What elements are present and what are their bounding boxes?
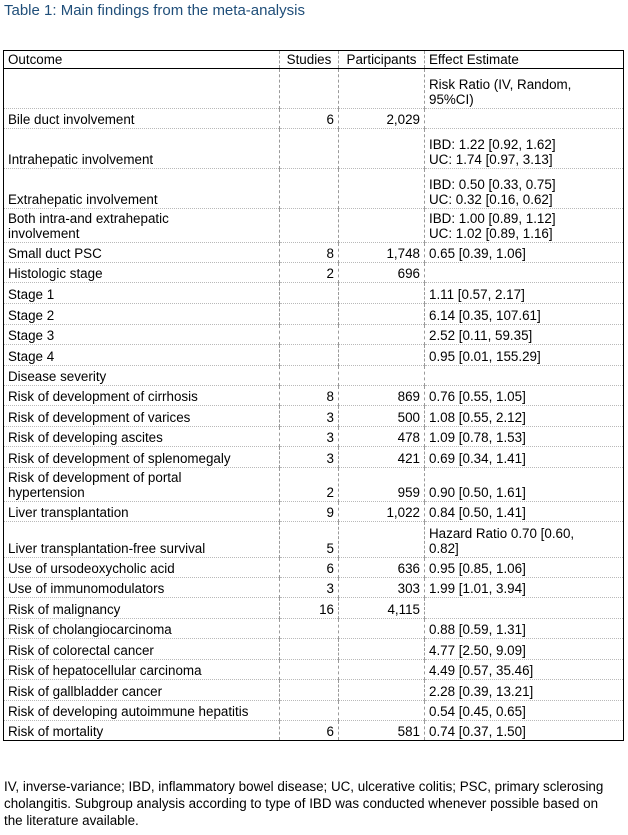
cell-effect-estimate: 1.09 [0.78, 1.53] <box>425 427 624 447</box>
cell-outcome: Extrahepatic involvement <box>4 169 280 209</box>
cell-outcome: Bile duct involvement <box>4 109 280 129</box>
cell-effect-estimate <box>425 598 624 619</box>
table-row <box>4 406 624 427</box>
cell-participants <box>339 366 425 386</box>
cell-effect-estimate <box>425 522 624 558</box>
cell-studies <box>280 129 339 169</box>
cell-effect-estimate: 1.99 [1.01, 3.94] <box>425 578 624 598</box>
cell-effect-estimate <box>425 209 624 243</box>
header-outcome: Outcome <box>4 51 280 69</box>
cell-studies: 16 <box>280 598 339 619</box>
cell-studies: 3 <box>280 447 339 468</box>
cell-studies: 8 <box>280 243 339 263</box>
table-row <box>4 366 624 386</box>
cell-participants: 303 <box>339 578 425 598</box>
table-footnote: IV, inverse-variance; IBD, inflammatory bowel disease; UC, ulcerative colitis; PSC, primary sclerosing cholangitis. Subgroup analysis according to type of IBD was conducted whenever possible based on the literature available. <box>4 779 604 828</box>
cell-participants <box>339 304 425 325</box>
cell-outcome: Risk of development of varices <box>4 406 280 427</box>
table-row <box>4 721 624 741</box>
cell-effect-estimate: 0.74 [0.37, 1.50] <box>425 721 624 741</box>
cell-studies: 6 <box>280 721 339 741</box>
table-row <box>4 578 624 598</box>
table-row <box>4 109 624 129</box>
cell-effect-estimate: 0.76 [0.55, 1.05] <box>425 386 624 406</box>
cell-participants <box>339 169 425 209</box>
cell-studies <box>280 169 339 209</box>
cell-participants: 500 <box>339 406 425 427</box>
cell-studies: 3 <box>280 406 339 427</box>
cell-effect-estimate: 0.69 [0.34, 1.41] <box>425 447 624 468</box>
cell-studies <box>280 209 339 243</box>
cell-participants: 696 <box>339 263 425 283</box>
findings-table <box>3 50 624 741</box>
cell-outcome: Stage 2 <box>4 304 280 325</box>
effect-subheader: Risk Ratio (IV, Random, 95%CI) <box>425 69 624 109</box>
cell-studies <box>280 325 339 345</box>
cell-studies: 6 <box>280 558 339 578</box>
cell-participants <box>339 660 425 680</box>
cell-outcome: Use of immunomodulators <box>4 578 280 598</box>
table-row <box>4 598 624 619</box>
cell-participants <box>339 639 425 660</box>
cell-outcome: Risk of cholangiocarcinoma <box>4 619 280 639</box>
table-row <box>4 283 624 304</box>
header-effect-estimate: Effect Estimate <box>425 51 624 69</box>
header-participants: Participants <box>339 51 425 69</box>
cell-outcome: Disease severity <box>4 366 280 386</box>
cell-effect-estimate <box>425 129 624 169</box>
cell-participants <box>339 680 425 701</box>
cell-outcome: Risk of malignancy <box>4 598 280 619</box>
cell-effect-estimate: 4.77 [2.50, 9.09] <box>425 639 624 660</box>
cell-studies <box>280 680 339 701</box>
cell-studies: 3 <box>280 427 339 447</box>
cell-outcome: Risk of development of cirrhosis <box>4 386 280 406</box>
cell-effect-estimate: 0.95 [0.01, 155.29] <box>425 345 624 366</box>
cell-outcome: Risk of developing autoimmune hepatitis <box>4 701 280 721</box>
table-row <box>4 619 624 639</box>
cell-studies: 3 <box>280 578 339 598</box>
cell-outcome: Risk of gallbladder cancer <box>4 680 280 701</box>
cell-outcome: Stage 3 <box>4 325 280 345</box>
cell-participants: 478 <box>339 427 425 447</box>
table-subheader-row <box>4 69 624 109</box>
cell-studies <box>280 283 339 304</box>
cell-participants <box>339 619 425 639</box>
cell-participants: 581 <box>339 721 425 741</box>
table-row <box>4 209 624 243</box>
table-row <box>4 502 624 522</box>
cell-studies: 5 <box>280 522 339 558</box>
cell-participants: 959 <box>339 468 425 502</box>
table-row <box>4 345 624 366</box>
cell-studies: 2 <box>280 468 339 502</box>
cell-outcome: Liver transplantation <box>4 502 280 522</box>
cell-studies <box>280 345 339 366</box>
cell-participants <box>339 345 425 366</box>
cell-studies <box>280 660 339 680</box>
cell-outcome: Risk of hepatocellular carcinoma <box>4 660 280 680</box>
cell-effect-estimate: 0.95 [0.85, 1.06] <box>425 558 624 578</box>
table-row <box>4 427 624 447</box>
table-row <box>4 263 624 283</box>
cell-outcome: Both intra-and extrahepatic involvement <box>4 209 280 243</box>
cell-effect-estimate <box>425 109 624 129</box>
cell-effect-estimate: 6.14 [0.35, 107.61] <box>425 304 624 325</box>
table-header-row <box>4 51 624 69</box>
cell-outcome: Risk of development of portal hypertension <box>4 468 280 502</box>
effect-text: Hazard Ratio 0.70 [0.60, 0.82] <box>429 526 575 556</box>
table-row <box>4 468 624 502</box>
cell-participants: 869 <box>339 386 425 406</box>
table-row <box>4 304 624 325</box>
table-row <box>4 639 624 660</box>
cell-outcome: Risk of mortality <box>4 721 280 741</box>
cell-outcome: Stage 1 <box>4 283 280 304</box>
cell-effect-estimate <box>425 366 624 386</box>
table-row <box>4 660 624 680</box>
cell-participants <box>339 701 425 721</box>
cell-effect-estimate <box>425 263 624 283</box>
cell-studies <box>280 701 339 721</box>
effect-text: IBD: 1.22 [0.92, 1.62] UC: 1.74 [0.97, 3.13] <box>429 137 556 167</box>
cell-participants <box>339 522 425 558</box>
cell-effect-estimate <box>425 169 624 209</box>
table-row <box>4 522 624 558</box>
cell-outcome: Use of ursodeoxycholic acid <box>4 558 280 578</box>
cell-participants <box>339 283 425 304</box>
table-row <box>4 558 624 578</box>
cell-studies: 9 <box>280 502 339 522</box>
cell-effect-estimate: 1.08 [0.55, 2.12] <box>425 406 624 427</box>
cell-effect-estimate: 1.11 [0.57, 2.17] <box>425 283 624 304</box>
table-row <box>4 129 624 169</box>
cell-effect-estimate: 2.52 [0.11, 59.35] <box>425 325 624 345</box>
cell-outcome: Intrahepatic involvement <box>4 129 280 169</box>
cell-studies: 8 <box>280 386 339 406</box>
cell-participants: 1,022 <box>339 502 425 522</box>
table-row <box>4 447 624 468</box>
cell-outcome: Risk of developing ascites <box>4 427 280 447</box>
cell-effect-estimate: 2.28 [0.39, 13.21] <box>425 680 624 701</box>
cell-participants <box>339 129 425 169</box>
cell-effect-estimate: 0.90 [0.50, 1.61] <box>425 468 624 502</box>
table-row <box>4 386 624 406</box>
cell-participants: 2,029 <box>339 109 425 129</box>
cell-studies: 2 <box>280 263 339 283</box>
cell-outcome: Risk of colorectal cancer <box>4 639 280 660</box>
table-row <box>4 701 624 721</box>
effect-text: IBD: 1.00 [0.89, 1.12] UC: 1.02 [0.89, 1.16] <box>429 211 556 241</box>
cell-studies <box>280 619 339 639</box>
cell-effect-estimate: 4.49 [0.57, 35.46] <box>425 660 624 680</box>
cell-outcome: Stage 4 <box>4 345 280 366</box>
cell-participants: 636 <box>339 558 425 578</box>
table-body <box>4 109 624 741</box>
table-row <box>4 680 624 701</box>
cell-outcome: Small duct PSC <box>4 243 280 263</box>
cell-studies: 6 <box>280 109 339 129</box>
cell-effect-estimate: 0.84 [0.50, 1.41] <box>425 502 624 522</box>
cell-studies <box>280 304 339 325</box>
cell-participants: 1,748 <box>339 243 425 263</box>
table-row <box>4 169 624 209</box>
cell-effect-estimate: 0.88 [0.59, 1.31] <box>425 619 624 639</box>
cell-participants: 421 <box>339 447 425 468</box>
cell-effect-estimate: 0.54 [0.45, 0.65] <box>425 701 624 721</box>
header-studies: Studies <box>280 51 339 69</box>
cell-participants <box>339 325 425 345</box>
cell-outcome: Risk of development of splenomegaly <box>4 447 280 468</box>
cell-effect-estimate: 0.65 [0.39, 1.06] <box>425 243 624 263</box>
cell-studies <box>280 639 339 660</box>
effect-text: IBD: 0.50 [0.33, 0.75] UC: 0.32 [0.16, 0.62] <box>429 177 556 207</box>
table-row <box>4 243 624 263</box>
cell-outcome: Liver transplantation-free survival <box>4 522 280 558</box>
cell-studies <box>280 366 339 386</box>
cell-participants: 4,115 <box>339 598 425 619</box>
cell-participants <box>339 209 425 243</box>
table-row <box>4 325 624 345</box>
table-caption: Table 1: Main findings from the meta-analysis <box>4 2 305 19</box>
cell-outcome: Histologic stage <box>4 263 280 283</box>
